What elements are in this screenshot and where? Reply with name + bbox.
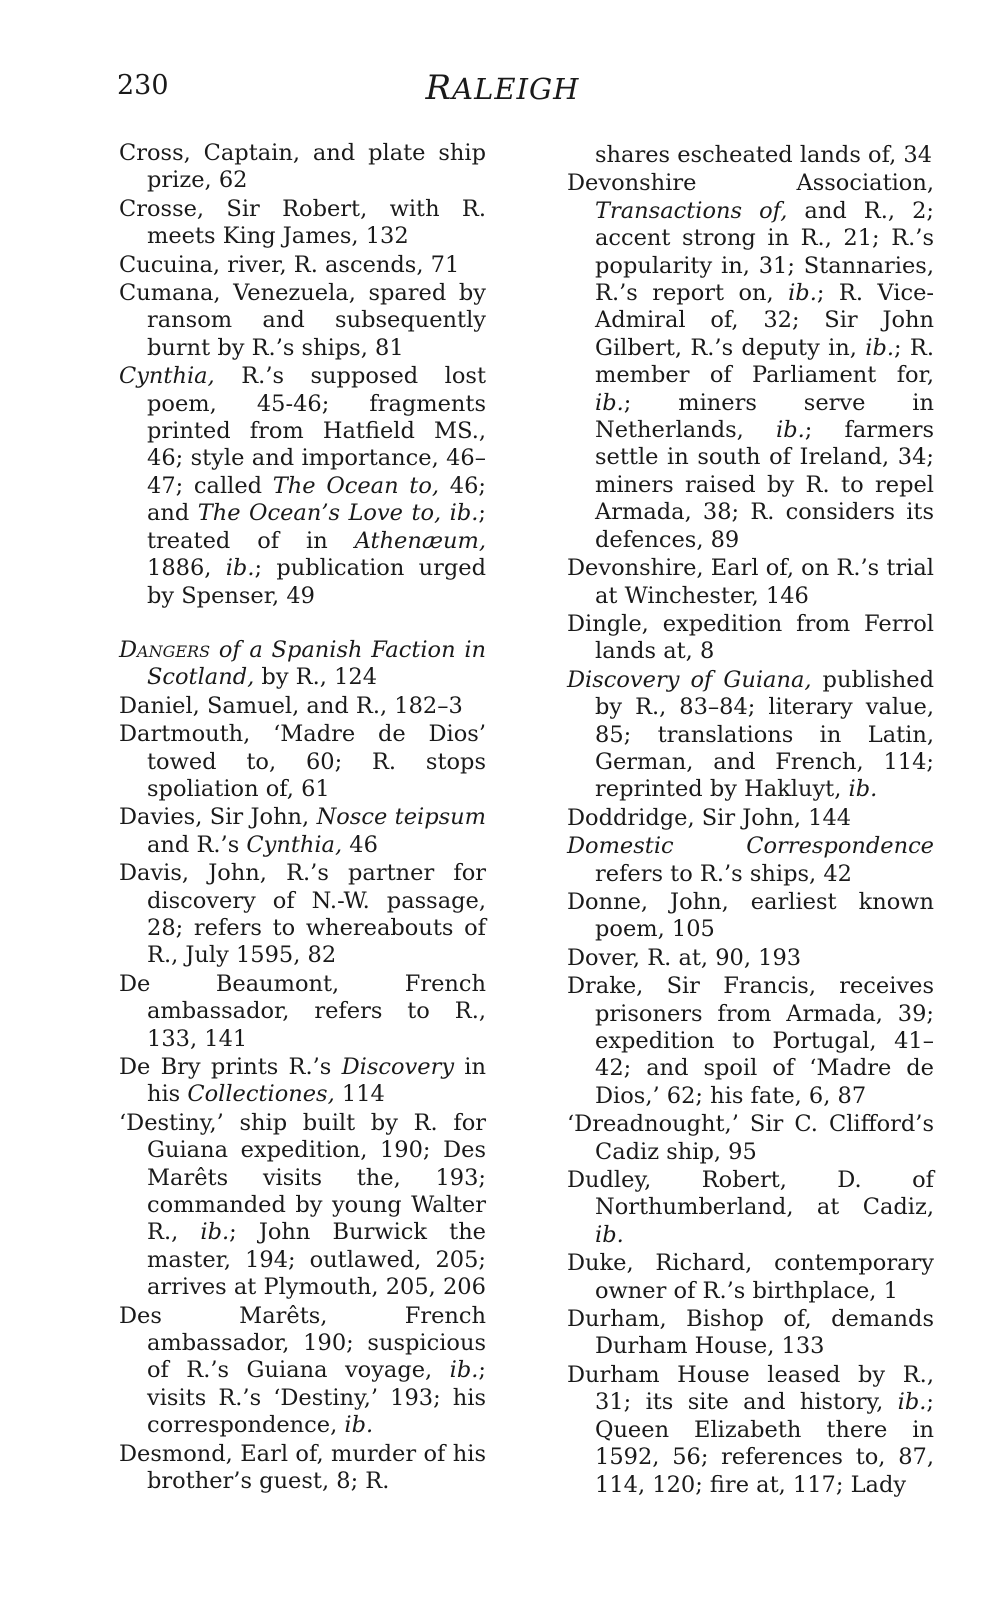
index-entry: Durham House leased by R., 31; its site and history, ib.; Queen Elizabeth there in 1592, 56; references to, 87, 114, 120; fire at, 117; Lady bbox=[567, 1361, 934, 1498]
index-entry: Durham, Bishop of, demands Durham House, 133 bbox=[567, 1306, 934, 1360]
page-number: 230 bbox=[117, 70, 169, 101]
index-entry: Daniel, Samuel, and R., 182–3 bbox=[119, 692, 463, 719]
index-entry: Dartmouth, ‘Madre de Dios’ towed to, 60; R. stops spoliation of, 61 bbox=[119, 721, 486, 802]
index-entry: Dudley, Robert, D. of Northumberland, at Cadiz, ib. bbox=[567, 1167, 934, 1248]
index-entry: Desmond, Earl of, murder of his brother’s guest, 8; R. bbox=[119, 1440, 486, 1495]
index-entry: Domestic Correspondence refers to R.’s ships, 42 bbox=[567, 833, 934, 887]
index-entry: Cynthia, R.’s supposed lost poem, 45-46; fragments printed from Hatfield MS., 46; style and importance, 46–47; called The Ocean to, 46; and The Ocean’s Love to, ib.; treated of in Athenæum, 1886, ib.; publication urged by Spenser, 49 bbox=[119, 363, 486, 609]
running-head-initial: R bbox=[425, 68, 453, 108]
index-entry: Davies, Sir John, Nosce teipsum and R.’s Cynthia, 46 bbox=[119, 804, 486, 858]
index-entry: Devonshire, Earl of, on R.’s trial at Winchester, 146 bbox=[567, 555, 934, 609]
index-entry: De Bry prints R.’s Discovery in his Collectiones, 114 bbox=[119, 1054, 486, 1108]
index-entry: Donne, John, earliest known poem, 105 bbox=[567, 888, 934, 943]
index-entry: Dover, R. at, 90, 193 bbox=[567, 944, 802, 971]
index-entry: Des Marêts, French ambassador, 190; suspicious of R.’s Guiana voyage, ib.; visits R.’s ‘Destiny,’ 193; his correspondence, ib. bbox=[119, 1302, 486, 1439]
index-entry: Doddridge, Sir John, 144 bbox=[567, 804, 852, 831]
index-entry: Cumana, Venezuela, spared by ransom and subsequently burnt by R.’s ships, 81 bbox=[119, 280, 486, 361]
index-entry: De Beaumont, French ambassador, refers to R., 133, 141 bbox=[119, 970, 486, 1052]
index-entry: Cross, Captain, and plate ship prize, 62 bbox=[119, 140, 486, 194]
index-entry: Discovery of Guiana, published by R., 83–84; literary value, 85; translations in Latin, German, and French, 114; reprinted by Hakluyt, ib. bbox=[567, 666, 934, 803]
index-entry: Crosse, Sir Robert, with R. meets King James, 132 bbox=[119, 195, 486, 250]
index-entry: Dangers of a Spanish Faction in Scotland, by R., 124 bbox=[119, 636, 487, 691]
index-entry: ‘Dreadnought,’ Sir C. Clifford’s Cadiz ship, 95 bbox=[567, 1111, 934, 1165]
index-column-right bbox=[567, 142, 934, 1500]
index-entry: Cucuina, river, R. ascends, 71 bbox=[119, 251, 460, 278]
running-head-rest: ALEIGH bbox=[452, 72, 580, 106]
index-entry: shares escheated lands of, 34 bbox=[595, 142, 933, 168]
index-entry: ‘Destiny,’ ship built by R. for Guiana expedition, 190; Des Marêts visits the, 193; commanded by young Walter R., ib.; John Burwick the master, 194; outlawed, 205; arrives at Plymouth, 205, 206 bbox=[119, 1109, 487, 1301]
index-entry: Dingle, expedition from Ferrol lands at, 8 bbox=[567, 610, 934, 665]
index-entry: Davis, John, R.’s partner for discovery of N.-W. passage, 28; refers to whereabouts of R., July 1595, 82 bbox=[119, 860, 486, 969]
index-entry: Devonshire Association, Transactions of, and R., 2; accent strong in R., 21; R.’s popularity in, 31; Stannaries, R.’s report on, ib.; R. Vice-Admiral of, 32; Sir John Gilbert, R.’s deputy in, ib.; R. member of Parliament for, ib.; miners serve in Netherlands, ib.; farmers settle in south of Ireland, 34; miners raised by R. to repel Armada, 38; R. considers its defences, 89 bbox=[567, 170, 935, 553]
running-head bbox=[0, 68, 1005, 108]
index-column-left bbox=[119, 140, 486, 1497]
index-entry: Duke, Richard, contemporary owner of R.’s birthplace, 1 bbox=[567, 1250, 934, 1304]
index-entry: Drake, Sir Francis, receives prisoners from Armada, 39; expedition to Portugal, 41–42; and spoil of ‘Madre de Dios,’ 62; his fate, 6, 87 bbox=[567, 973, 934, 1109]
